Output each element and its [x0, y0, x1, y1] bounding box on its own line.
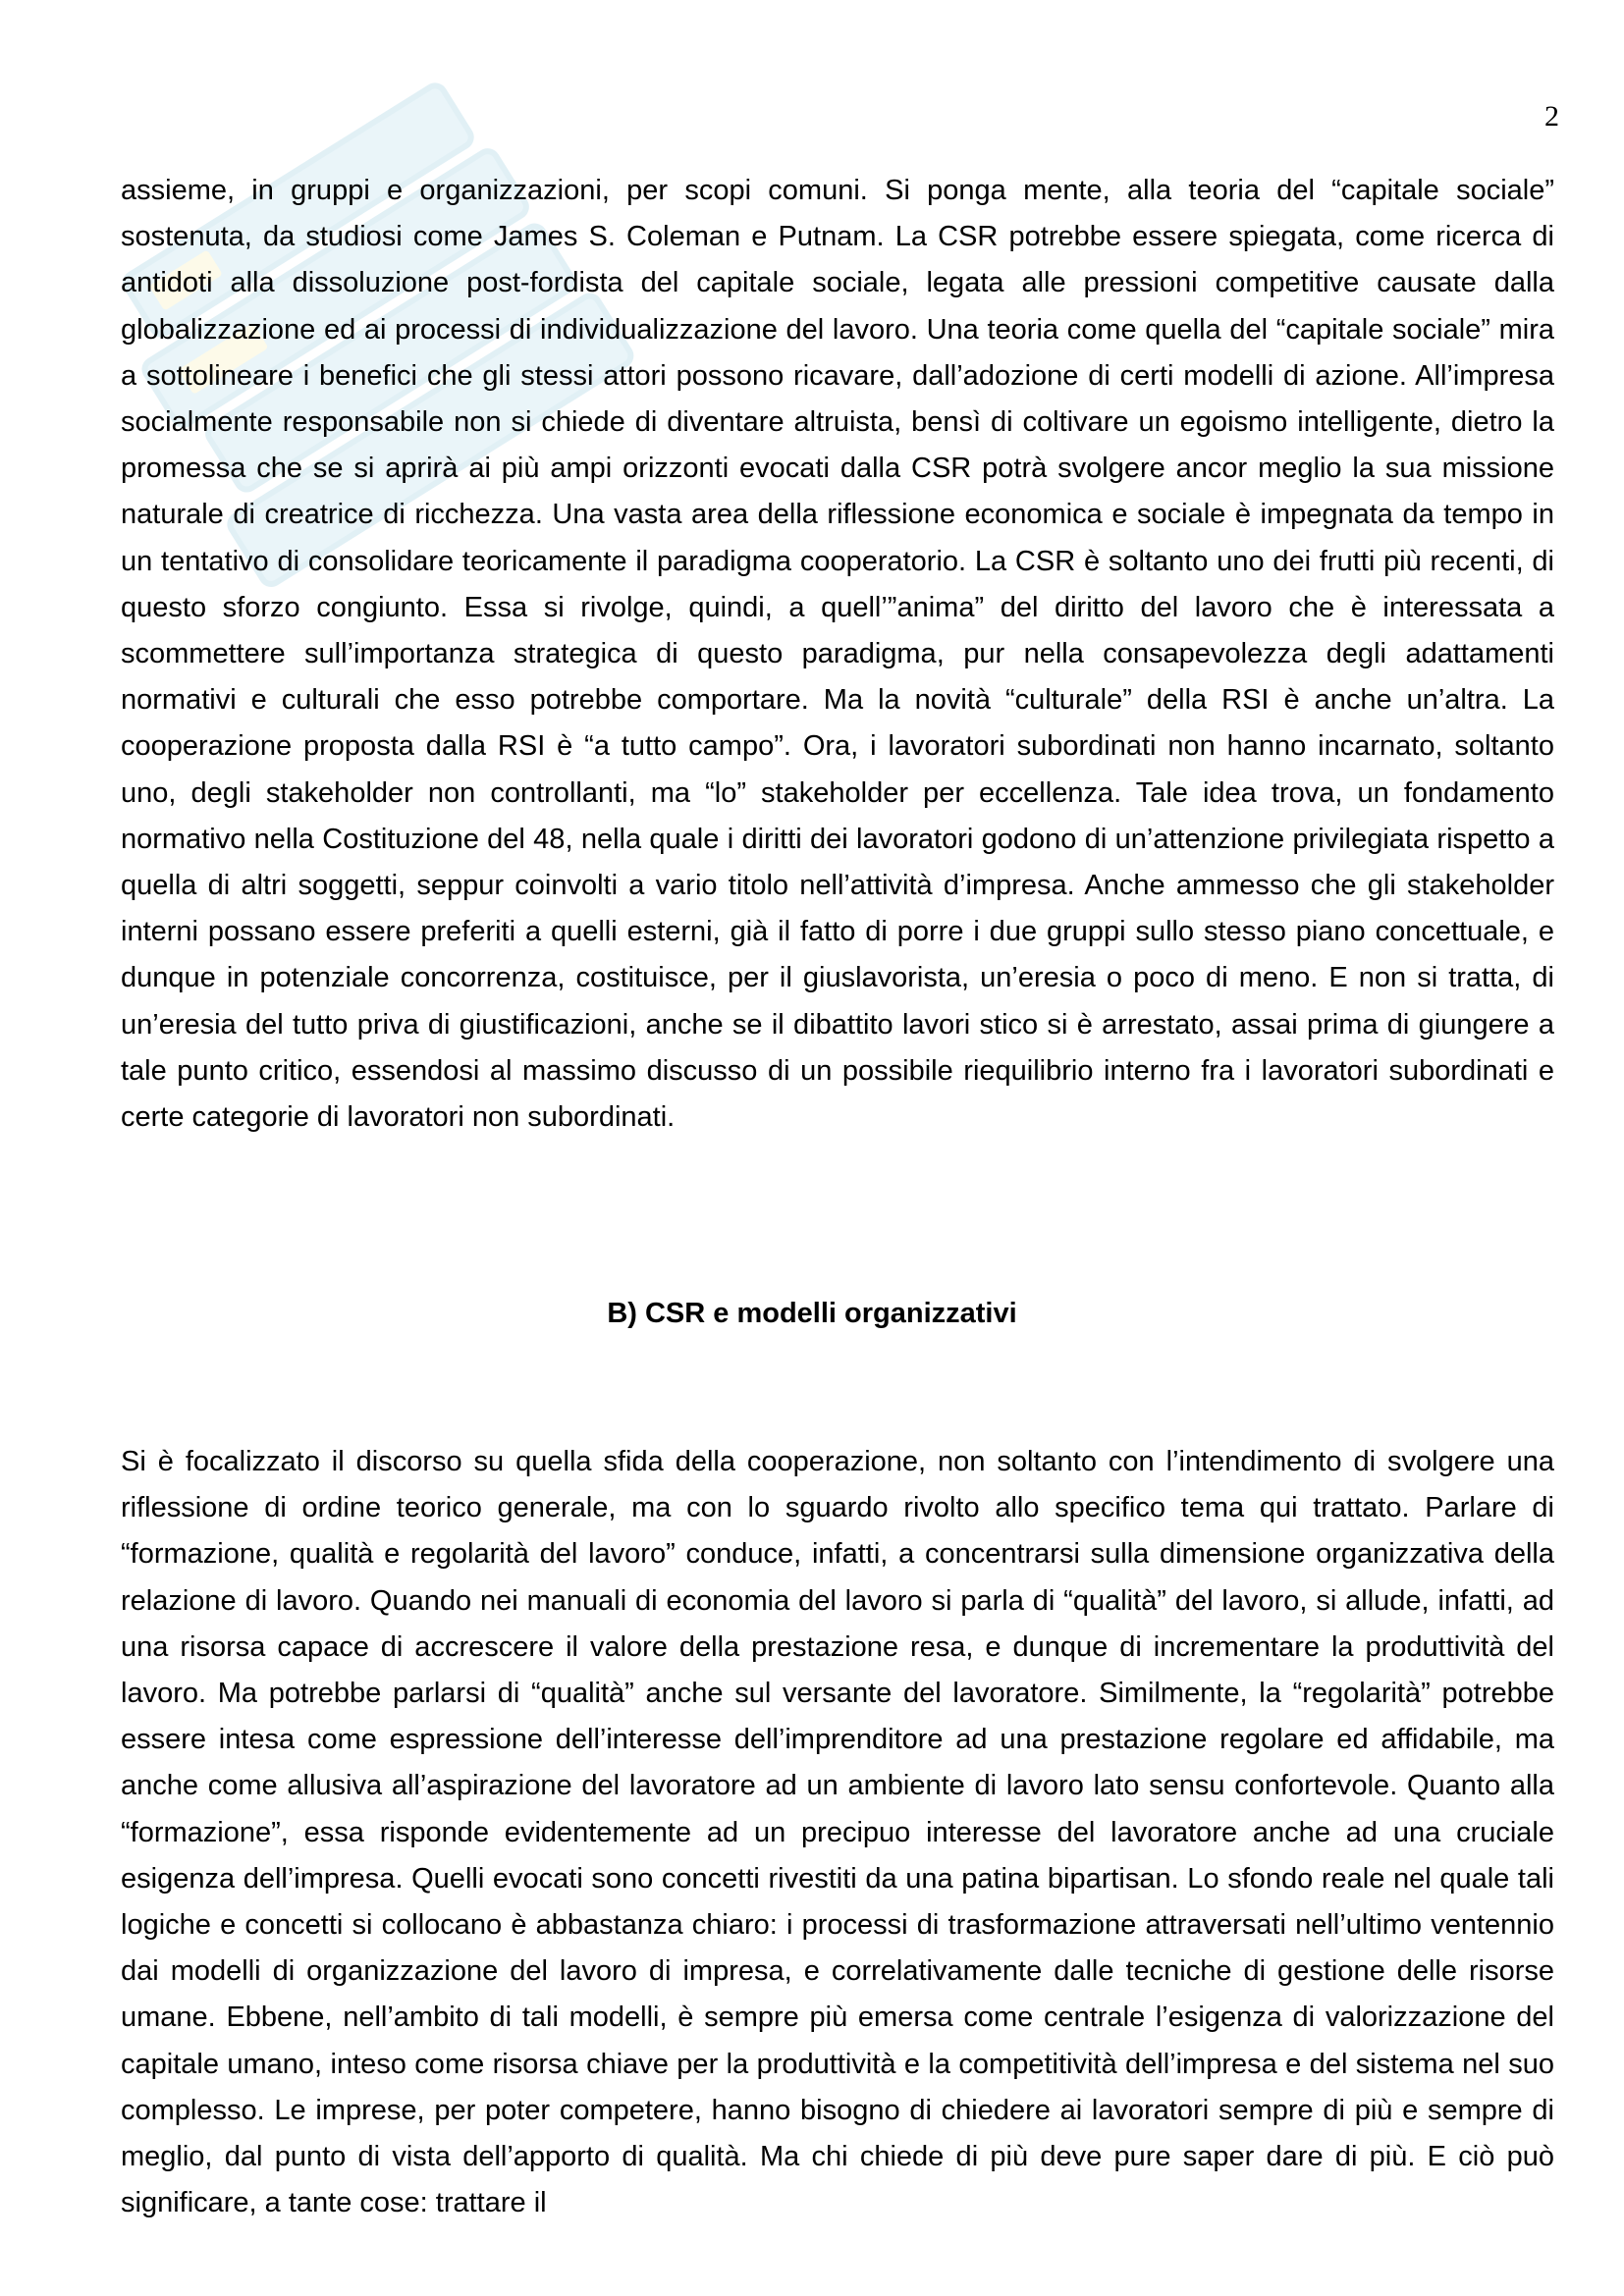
paragraph-text: assieme, in gruppi e organizzazioni, per scopi comuni. Si ponga mente, alla teoria del “capitale sociale” sostenuta, da studiosi come James S. Coleman e Putnam. La CSR potrebbe essere spiegata, come ricerca di antidoti alla dissoluzione post-fordista del capitale sociale, legata alle pressioni competitive causate dalla globalizzazione ed ai processi di individualizzazione del lavoro. Una teoria come quella del “capitale sociale” mira a sottolineare i benefici che gli stessi attori possono ricavare, dall’adozione di certi modelli di azione. All’impresa socialmente responsabile non si chiede di diventare altruista, bensì di coltivare un egoismo intelligente, dietro la promessa che se si aprirà ai più ampi orizzonti evocati dalla CSR potrà svolgere ancor meglio la sua missione naturale di creatrice di ricchezza. Una vasta area della riflessione economica e sociale è impegnata da tempo in un tentativo di consolidare teoricamente il paradigma cooperatorio. La CSR è soltanto uno dei frutti più recenti, di questo sforzo congiunto. Essa si rivolge, quindi, a quell’”anima” del diritto del lavoro che è interessata a scommettere sull’importanza strategica di questo paradigma, pur nella consapevolezza degli adattamenti normativi e culturali che esso potrebbe comportare. Ma la novità “culturale” della RSI è anche un’altra. La cooperazione proposta dalla RSI è “a tutto campo”. Ora, i lavoratori subordinati non hanno incarnato, soltanto uno, degli stakeholder non controllanti, ma “lo” stakeholder per eccellenza. Tale idea trova, un fondamento normativo nella Costituzione del 48, nella quale i diritti dei lavoratori godono di un’attenzione privilegiata rispetto a quella di altri soggetti, seppur coinvolti a vario titolo nell’attività d’impresa. Anche ammesso che gli stakeholder interni possano essere preferiti a quelli esterni, già il fatto di porre i due gruppi sullo stesso piano concettuale, e dunque in potenziale concorrenza, costituisce, per il giuslavorista, un’eresia o poco di meno. E non si tratta, di un’eresia del tutto priva di giustificazioni, anche se il dibattito lavori stico si è arrestato, assai prima di giungere a tale punto critico, essendosi al massimo discusso di un possibile riequilibrio interno fra i lavoratori subordinati e certe categorie di lavoratori non subordinati.	[121, 175, 1554, 1134]
body-paragraph-1	[121, 168, 1554, 1141]
body-paragraph-2	[121, 1439, 1554, 2226]
section-heading: B) CSR e modelli organizzativi	[607, 1298, 1017, 1329]
paragraph-text: Si è focalizzato il discorso su quella sfida della cooperazione, non soltanto con l’intendimento di svolgere una riflessione di ordine teorico generale, ma con lo sguardo rivolto allo specifico tema qui trattato. Parlare di “formazione, qualità e regolarità del lavoro” conduce, infatti, a concentrarsi sulla dimensione organizzativa della relazione di lavoro. Quando nei manuali di economia del lavoro si parla di “qualità” del lavoro, si allude, infatti, ad una risorsa capace di accrescere il valore della prestazione resa, e dunque di incrementare la produttività del lavoro. Ma potrebbe parlarsi di “qualità” anche sul versante del lavoratore. Similmente, la “regolarità” potrebbe essere intesa come espressione dell’interesse dell’imprenditore ad una prestazione regolare ed affidabile, ma anche come allusiva all’aspirazione del lavoratore ad un ambiente di lavoro lato sensu confortevole. Quanto alla “formazione”, essa risponde evidentemente ad un precipuo interesse del lavoratore anche ad una cruciale esigenza dell’impresa. Quelli evocati sono concetti rivestiti da una patina bipartisan. Lo sfondo reale nel quale tali logiche e concetti si collocano è abbastanza chiaro: i processi di trasformazione attraversati nell’ultimo ventennio dai modelli di organizzazione del lavoro di impresa, e correlativamente dalle tecniche di gestione delle risorse umane. Ebbene, nell’ambito di tali modelli, è sempre più emersa come centrale l’esigenza di valorizzazione del capitale umano, inteso come risorsa chiave per la produttività e la competitività dell’impresa e del sistema nel suo complesso. Le imprese, per poter competere, hanno bisogno di chiedere ai lavoratori sempre di più e sempre di meglio, dal punto di vista dell’apporto di qualità. Ma chi chiede di più deve pure saper dare di più. E ciò può significare, a tante cose: trattare il	[121, 1446, 1554, 2219]
page-number: 2	[1544, 100, 1559, 133]
